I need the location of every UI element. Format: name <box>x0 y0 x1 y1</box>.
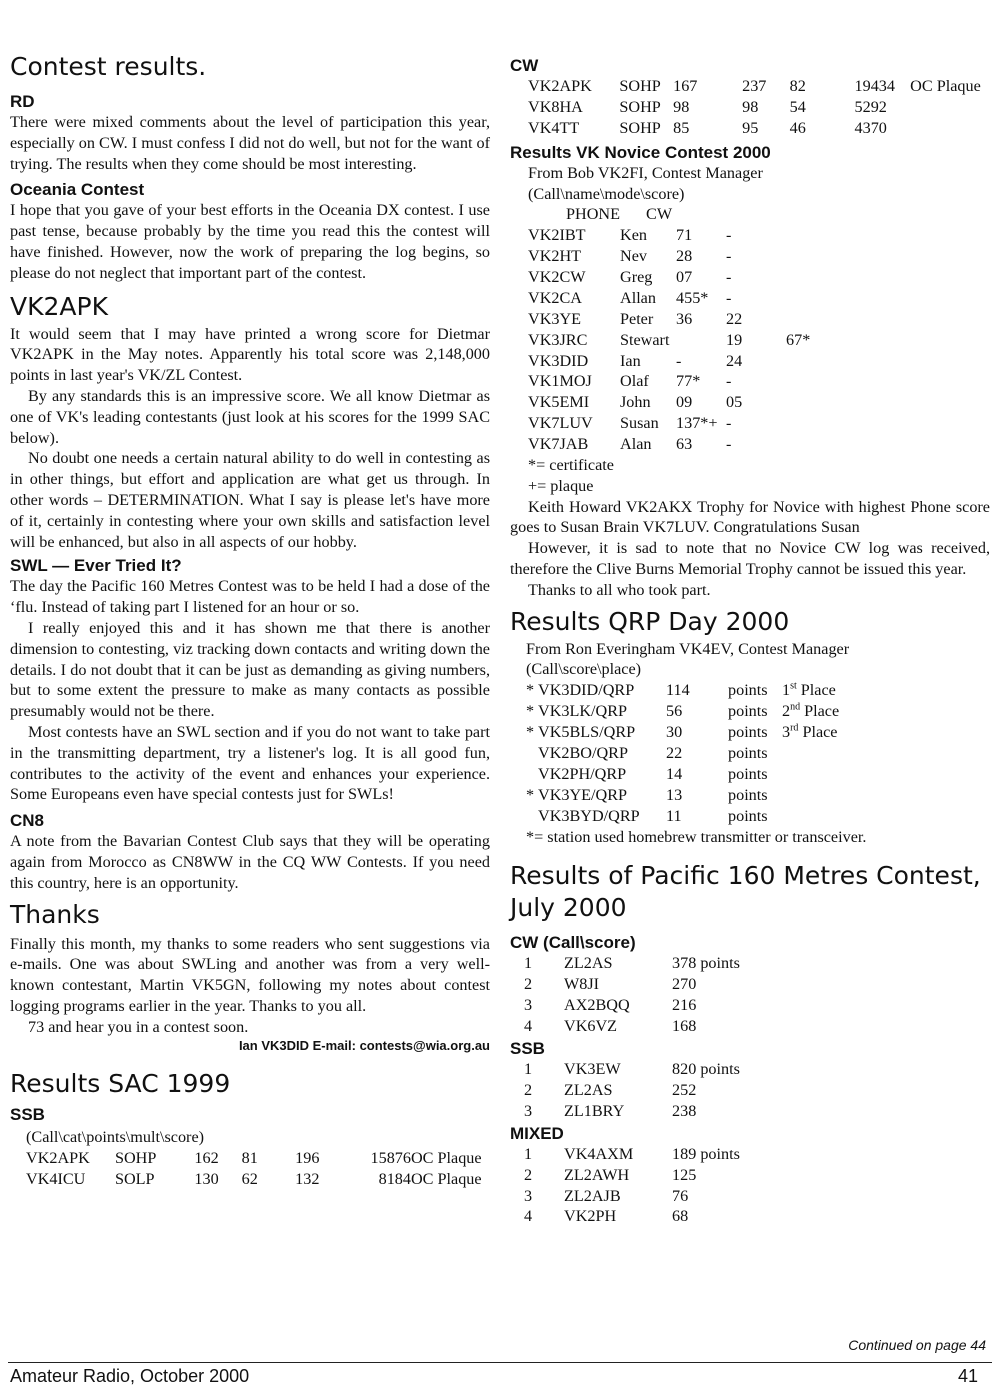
novice-row-cell: 07 <box>676 267 693 286</box>
pacific-cw-row-cell: VK6VZ <box>564 1017 618 1036</box>
qrp-row-cell: VK2PH/QRP <box>538 764 627 783</box>
swl-heading: SWL — Ever Tried It? <box>10 556 182 576</box>
continued-note: Continued on page 44 <box>848 1337 986 1353</box>
pacific-ssb-row <box>524 1101 772 1122</box>
sac-ssb-row-cell: 62 <box>241 1170 258 1189</box>
pacific-cw-heading: CW (Call\score) <box>510 933 636 953</box>
pacific-cw-row <box>524 953 772 974</box>
sac-ssb-row-cell: 81 <box>241 1149 258 1168</box>
sac-ssb-row-cell: VK4ICU <box>26 1170 86 1189</box>
qrp-place-word: Place <box>802 723 838 742</box>
qrp-place-word: Place <box>804 702 840 721</box>
novice-row <box>528 246 826 267</box>
sac-cw-row <box>528 97 990 118</box>
novice-row-cell: Stewart <box>620 330 670 349</box>
novice-row-cell <box>786 392 826 413</box>
novice-row-cell: - <box>726 226 732 245</box>
sac-cw-row-cell: 237 <box>742 77 767 95</box>
novice-phone-header: PHONE <box>566 205 620 224</box>
novice-row-cell <box>786 225 826 246</box>
pacific-cw-row-cell: 3 <box>524 996 533 1015</box>
sac-cw-row-cell: VK2APK <box>528 77 592 95</box>
novice-row-cell <box>786 246 826 267</box>
pacific-cw-row-cell: 378 points <box>672 954 740 973</box>
qrp-place-number: 2 <box>782 702 791 721</box>
novice-row-cell: VK2CW <box>528 267 586 286</box>
novice-from: From Bob VK2FI, Contest Manager <box>528 163 763 182</box>
novice-cw-header: CW <box>646 205 673 224</box>
sac-cw-row-cell: 19434 <box>854 77 895 95</box>
novice-row-cell: 63 <box>676 435 693 454</box>
qrp-row <box>526 806 839 827</box>
novice-row-cell: Susan <box>620 414 659 433</box>
qrp-from: From Ron Everingham VK4EV, Contest Manager <box>526 639 850 658</box>
novice-row-cell <box>786 351 826 372</box>
sac-ssb-row-cell: OC Plaque <box>410 1149 482 1168</box>
novice-row-cell: 455* <box>676 288 709 307</box>
novice-row <box>528 413 826 434</box>
sac-ssb-row-cell: SOHP <box>114 1149 157 1168</box>
novice-row-cell: VK3DID <box>528 351 589 370</box>
sac-cw-row-cell <box>910 118 990 139</box>
sac-cw-row-cell: 4370 <box>854 118 887 137</box>
oceania-heading: Oceania Contest <box>10 180 145 200</box>
sac-cw-row-cell: 5292 <box>854 97 887 116</box>
novice-row-cell: - <box>676 351 682 370</box>
novice-paragraph-3: Thanks to all who took part. <box>528 580 711 599</box>
novice-row-cell: - <box>726 372 732 391</box>
pacific-cw-row-cell: 270 <box>672 975 697 994</box>
sac-ssb-row-cell: SOLP <box>114 1170 155 1189</box>
pacific-mixed-row-cell: 4 <box>524 1207 533 1226</box>
novice-row-cell: Peter <box>620 309 654 328</box>
novice-row <box>528 330 826 351</box>
qrp-row-cell <box>526 743 538 764</box>
swl-paragraph-3: Most contests have an SWL section and if you do not want to take part in the transmitting department, try a listener's log. It is all good fun, contributes to the activity of the event and enhances your experience. Some Europeans even have special contests just for SWLs! <box>10 722 490 804</box>
qrp-place-number: 3 <box>782 723 791 742</box>
pacific-cw-row-cell: 2 <box>524 975 533 994</box>
footer-page-number: 41 <box>957 1366 978 1386</box>
qrp-row-cell: * <box>526 681 535 700</box>
novice-row-cell: VK2IBT <box>528 226 586 245</box>
pacific-mixed-row-cell: 2 <box>524 1165 533 1184</box>
qrp-row-cell: VK3YE/QRP <box>538 785 628 804</box>
novice-row <box>528 267 826 288</box>
qrp-row-cell: * <box>526 785 535 804</box>
pacific-mixed-row-cell: 189 points <box>672 1144 740 1163</box>
pacific-heading-line-1: Results of Pacific 160 Metres Contest, <box>510 861 981 891</box>
pacific-ssb-row-cell: ZL2AS <box>564 1080 613 1099</box>
novice-row-cell: Greg <box>620 267 653 286</box>
novice-row-cell: 22 <box>726 309 743 328</box>
novice-row-cell: VK5EMI <box>528 393 590 412</box>
novice-row-cell: Allan <box>620 288 656 307</box>
qrp-row-cell: points <box>728 743 768 762</box>
pacific-cw-row <box>524 1016 772 1037</box>
novice-row-cell: VK1MOJ <box>528 372 592 391</box>
novice-row-cell: 137*+ <box>676 414 718 433</box>
pacific-cw-row-cell: ZL2AS <box>564 954 613 973</box>
qrp-row-cell <box>526 764 538 785</box>
qrp-row <box>526 722 839 743</box>
novice-note-certificate: *= certificate <box>528 456 614 475</box>
sac-ssb-row-cell: 15876 <box>370 1149 411 1168</box>
qrp-row-cell: points <box>728 723 768 742</box>
qrp-row-cell: VK2BO/QRP <box>538 743 628 762</box>
novice-row-cell: - <box>726 288 732 307</box>
novice-row-cell <box>786 413 826 434</box>
pacific-mixed-row-cell: 125 <box>672 1165 697 1184</box>
novice-column-headers <box>510 204 990 225</box>
pacific-ssb-row-cell: 238 <box>672 1101 697 1120</box>
pacific-mixed-row <box>524 1144 772 1165</box>
novice-row-cell: 71 <box>676 226 693 245</box>
novice-table <box>528 225 826 455</box>
qrp-row <box>526 764 839 785</box>
sac-cw-row-cell: 85 <box>673 118 690 137</box>
pacific-ssb-row <box>524 1059 772 1080</box>
novice-row-cell: 05 <box>726 393 743 412</box>
sac-cw-row-cell: 54 <box>789 97 806 116</box>
qrp-row-cell: 30 <box>666 723 683 742</box>
qrp-row-cell: 22 <box>666 743 683 762</box>
novice-row-cell: 19 <box>726 330 743 349</box>
sac-cw-row-cell: SOHP <box>619 97 661 116</box>
novice-row-cell: VK2HT <box>528 247 582 266</box>
qrp-row-cell: points <box>728 764 768 783</box>
sac-ssb-row-cell: 8184 <box>378 1170 411 1189</box>
novice-row-cell: John <box>620 393 651 412</box>
footer-rule <box>8 1362 992 1363</box>
sac-ssb-row <box>26 1169 490 1190</box>
qrp-row-cell: 56 <box>666 702 683 721</box>
qrp-row-cell: points <box>728 785 768 804</box>
qrp-row-cell: VK3DID/QRP <box>538 681 635 700</box>
sac-cw-row-cell: VK8HA <box>528 97 583 116</box>
pacific-cw-row-cell: 4 <box>524 1017 533 1036</box>
qrp-row-cell: points <box>728 702 768 721</box>
qrp-row-cell: 11 <box>666 806 682 825</box>
qrp-place-number: 1 <box>782 681 791 700</box>
qrp-row-cell: VK5BLS/QRP <box>538 723 636 742</box>
sac-cw-row <box>528 76 990 97</box>
thanks-closing: 73 and hear you in a contest soon. <box>28 1017 249 1036</box>
vk2apk-paragraph-2: By any standards this is an impressive score. We all know Dietmar as one of VK's leading contestants (just look at his scores for the 1999 SAC below). <box>10 386 490 447</box>
novice-note-plaque: += plaque <box>528 476 594 495</box>
novice-row-cell: VK7LUV <box>528 414 593 433</box>
right-column <box>510 0 990 1227</box>
qrp-row-cell: 13 <box>666 785 683 804</box>
novice-row-cell <box>786 309 826 330</box>
novice-row-cell: - <box>726 414 732 433</box>
sac-ssb-row-cell: 132 <box>295 1170 320 1189</box>
qrp-note: *= station used homebrew transmitter or transceiver. <box>526 827 867 846</box>
vk2apk-paragraph-3: No doubt one needs a certain natural ability to do well in contesting as in other things, but effort and application are what get us through. In other words – DETERMINATION. What I say is please let's have more of it, certainly in contesting where your own skills and satisfaction level will be enhanced, but also in all aspects of our hobby. <box>10 449 490 551</box>
qrp-place-cell <box>782 722 839 743</box>
novice-row-cell <box>786 267 826 288</box>
vk2apk-paragraph-1: It would seem that I may have printed a wrong score for Dietmar VK2APK in the May notes. Apparently his total score was 2,148,000 points in last year's VK/ZL Contest. <box>10 324 490 385</box>
pacific-mixed-row <box>524 1186 772 1207</box>
sac-cw-row-cell: VK4TT <box>528 118 580 137</box>
novice-row-cell: VK3JRC <box>528 330 588 349</box>
left-column <box>10 0 490 1190</box>
novice-row-cell: - <box>726 247 732 266</box>
pacific-cw-row <box>524 995 772 1016</box>
qrp-row-cell: 114 <box>666 681 690 700</box>
swl-paragraph-1: The day the Pacific 160 Metres Contest was to be held I had a dose of the ‘flu. Instead of taking part I listened for an hour or so. <box>10 577 490 617</box>
qrp-row <box>526 743 839 764</box>
qrp-heading: Results QRP Day 2000 <box>510 606 790 636</box>
swl-paragraph-2: I really enjoyed this and it has shown me that there is another dimension to contesting, viz tracking down contacts and writing down the details. I do not doubt that it can be just as demanding as giving numbers, but to some extent the pressure to make as many contacts as possible presumably would not be there. <box>10 618 490 721</box>
pacific-cw-row-cell: 216 <box>672 996 697 1015</box>
rd-paragraph: There were mixed comments about the level of participation this year, especially on CW. I must confess I did not do well, but not for the want of trying. The results when they come should be most interesting. <box>10 113 490 173</box>
sac-ssb-table <box>26 1148 490 1190</box>
qrp-place-word: Place <box>800 681 836 700</box>
pacific-heading-line-2: July 2000 <box>510 893 627 923</box>
page-title: Contest results. <box>10 52 207 81</box>
sac-ssb-heading: SSB <box>10 1105 45 1125</box>
author-signature: Ian VK3DID E-mail: contests@wia.org.au <box>238 1038 490 1054</box>
novice-paragraph-1: Keith Howard VK2AKX Trophy for Novice with highest Phone score goes to Susan Brain VK7LUV. Congratulations Susan <box>510 497 990 537</box>
qrp-row-cell: * <box>526 702 535 721</box>
sac-format: (Call\cat\points\mult\score) <box>26 1128 205 1147</box>
thanks-heading: Thanks <box>10 899 100 929</box>
novice-row-cell <box>676 330 726 351</box>
sac-cw-row <box>528 118 990 139</box>
pacific-cw-row-cell: W8JI <box>564 975 600 994</box>
novice-row <box>528 225 826 246</box>
pacific-ssb-row-cell: VK3EW <box>564 1060 621 1079</box>
novice-row-cell: 36 <box>676 309 693 328</box>
novice-row-cell: Alan <box>620 435 652 454</box>
novice-heading: Results VK Novice Contest 2000 <box>510 142 771 162</box>
sac-cw-row-cell: 46 <box>789 118 806 137</box>
pacific-cw-row-cell: 168 <box>672 1017 697 1036</box>
pacific-ssb-row-cell: 1 <box>524 1060 533 1079</box>
pacific-mixed-row-cell: ZL2AWH <box>564 1165 630 1184</box>
qrp-place-cell <box>782 680 839 701</box>
novice-row-cell: VK3YE <box>528 309 582 328</box>
pacific-ssb-row-cell: 3 <box>524 1101 533 1120</box>
novice-row <box>528 392 826 413</box>
qrp-row-cell: * <box>526 723 535 742</box>
qrp-row-cell: points <box>728 681 768 700</box>
sac-ssb-row-cell: VK2APK <box>26 1149 90 1168</box>
qrp-row-cell: 14 <box>666 764 683 783</box>
pacific-mixed-row <box>524 1206 772 1227</box>
sac-ssb-row-cell: 196 <box>295 1149 320 1168</box>
pacific-cw-row <box>524 974 772 995</box>
rd-heading: RD <box>10 92 35 111</box>
novice-row-cell: Ian <box>620 351 641 370</box>
novice-paragraph-2: However, it is sad to note that no Novice CW log was received, therefore the Clive Burns Memorial Trophy cannot be issued this year. <box>510 539 990 579</box>
pacific-ssb-row-cell: 820 points <box>672 1060 740 1079</box>
pacific-cw-row-cell: 1 <box>524 954 533 973</box>
pacific-cw-table <box>524 953 772 1037</box>
sac-ssb-row-cell: 162 <box>194 1149 219 1168</box>
sac-ssb-row-cell: 130 <box>194 1170 219 1189</box>
novice-row-cell: 77* <box>676 372 701 391</box>
sac-ssb-row-cell: OC Plaque <box>410 1170 482 1189</box>
qrp-place-cell <box>782 806 839 827</box>
pacific-mixed-row-cell: 76 <box>672 1186 689 1205</box>
sac-cw-heading: CW <box>510 56 539 75</box>
novice-format: (Call\name\mode\score) <box>528 184 685 203</box>
novice-row-cell: 09 <box>676 393 693 412</box>
pacific-mixed-row-cell: 3 <box>524 1186 533 1205</box>
novice-row-cell: VK2CA <box>528 288 582 307</box>
qrp-place-cell <box>782 743 839 764</box>
footer-publication: Amateur Radio, October 2000 <box>10 1366 250 1386</box>
qrp-table <box>526 680 839 826</box>
pacific-ssb-row-cell: 252 <box>672 1080 697 1099</box>
novice-row-cell: VK7JAB <box>528 435 589 454</box>
sac-cw-row-cell: 98 <box>742 97 759 116</box>
qrp-row-cell <box>526 806 538 827</box>
sac-cw-row-cell: 95 <box>742 118 759 137</box>
novice-row <box>528 309 826 330</box>
oceania-paragraph: I hope that you gave of your best efforts in the Oceania DX contest. I use past tense, because probably by the time you read this the contest will have finished. However, now the work of preparing the log begins, so please do not neglect that important part of the contest. <box>10 201 490 282</box>
qrp-row <box>526 785 839 806</box>
novice-row-cell: Ken <box>620 226 647 245</box>
pacific-mixed-row-cell: ZL2AJB <box>564 1186 621 1205</box>
novice-row-cell: 28 <box>676 247 693 266</box>
pacific-mixed-row-cell: VK2PH <box>564 1207 617 1226</box>
sac-cw-row-cell: 167 <box>673 77 698 95</box>
sac-cw-row-cell: OC Plaque <box>910 77 981 95</box>
pacific-ssb-row-cell: ZL1BRY <box>564 1101 625 1120</box>
sac-ssb-row <box>26 1148 490 1169</box>
sac-cw-row-cell <box>910 97 990 118</box>
novice-row <box>528 288 826 309</box>
vk2apk-heading: VK2APK <box>10 291 108 321</box>
novice-row <box>528 434 826 455</box>
novice-row-cell: 67* <box>786 330 811 349</box>
qrp-format: (Call\score\place) <box>526 660 642 679</box>
qrp-row-cell: VK3BYD/QRP <box>538 806 640 825</box>
sac-cw-row-cell: 98 <box>673 97 690 116</box>
pacific-ssb-heading: SSB <box>510 1039 545 1059</box>
novice-row-cell: - <box>726 435 732 454</box>
qrp-row <box>526 680 839 701</box>
cn8-paragraph: A note from the Bavarian Contest Club says that they will be operating again from Morocco as CN8WW in the CQ WW Contests. If you need this country, here is an opportunity. <box>10 832 490 892</box>
sac-cw-row-cell: SOHP <box>619 118 661 137</box>
qrp-row-cell: VK3LK/QRP <box>538 702 628 721</box>
sac-cw-row-cell: SOHP <box>619 77 661 95</box>
novice-row <box>528 351 826 372</box>
novice-row-cell <box>786 434 826 455</box>
qrp-place-ordinal: nd <box>790 701 801 713</box>
pacific-ssb-row-cell: 2 <box>524 1080 533 1099</box>
thanks-paragraph: Finally this month, my thanks to some readers who sent suggestions via e-mails. One was about SWLing and another was from a very well-known contestant, Martin VK5GN, following my notes about contest logging programs earlier in the year. Thanks to you all. <box>10 934 490 1015</box>
pacific-mixed-heading: MIXED <box>510 1123 564 1143</box>
qrp-row-cell: points <box>728 806 768 825</box>
cn8-heading: CN8 <box>10 811 45 831</box>
novice-row-cell: Olaf <box>620 372 649 391</box>
novice-row-cell: - <box>726 267 732 286</box>
qrp-row <box>526 701 839 722</box>
pacific-mixed-table <box>524 1144 772 1228</box>
qrp-place-cell <box>782 701 839 722</box>
qrp-place-cell <box>782 785 839 806</box>
pacific-mixed-row <box>524 1165 772 1186</box>
pacific-mixed-row-cell: 1 <box>524 1144 533 1163</box>
sac-cw-table <box>528 76 990 139</box>
pacific-ssb-row <box>524 1080 772 1101</box>
qrp-place-ordinal: rd <box>790 722 799 734</box>
novice-row-cell: 24 <box>726 351 743 370</box>
novice-row <box>528 371 826 392</box>
pacific-mixed-row-cell: 68 <box>672 1207 689 1226</box>
qrp-place-ordinal: st <box>790 680 797 692</box>
sac-cw-row-cell: 82 <box>789 77 806 95</box>
qrp-place-cell <box>782 764 839 785</box>
pacific-mixed-row-cell: VK4AXM <box>564 1144 634 1163</box>
pacific-cw-row-cell: AX2BQQ <box>564 996 630 1015</box>
novice-row-cell <box>786 371 826 392</box>
sac-heading: Results SAC 1999 <box>10 1069 231 1099</box>
novice-row-cell: Nev <box>620 247 647 266</box>
novice-row-cell <box>786 288 826 309</box>
pacific-ssb-table <box>524 1059 772 1122</box>
